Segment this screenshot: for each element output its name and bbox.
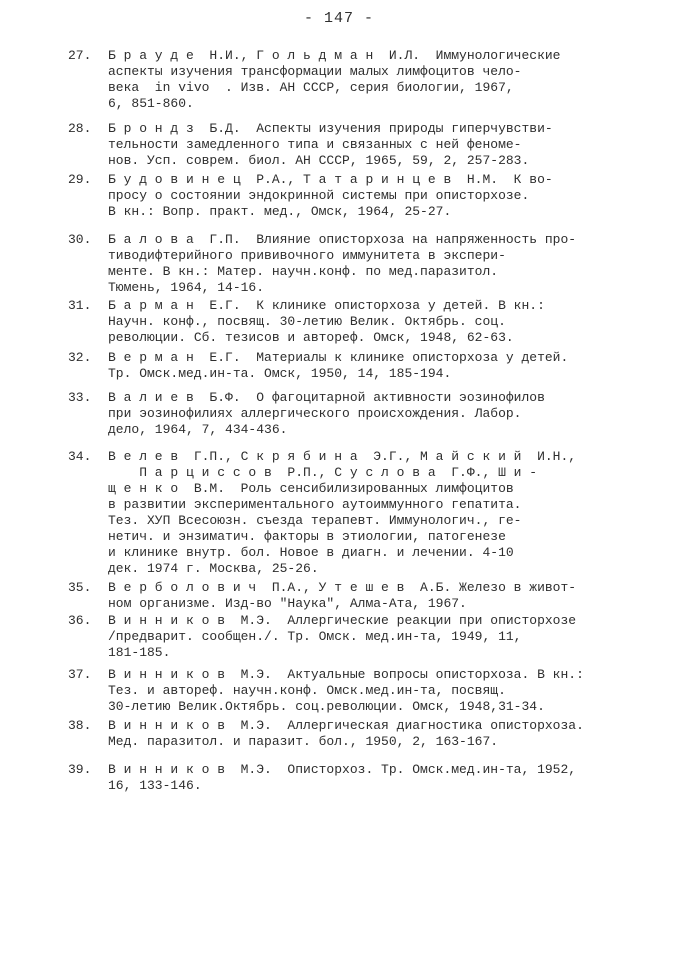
entry-text-line: В е л е в Г.П., С к р я б и н а Э.Г., М а й с к и й И.Н., bbox=[108, 449, 577, 464]
entry-text-line: щ е н к о В.М. Роль сенсибилизированных лимфоцитов bbox=[108, 481, 514, 496]
entry-text-line: и клинике внутр. бол. Новое в диагн. и лечении. 4-10 bbox=[108, 545, 514, 560]
entry-text-line: 181-185. bbox=[108, 645, 171, 660]
bibliography-entry bbox=[0, 613, 678, 661]
entry-number: 34. bbox=[68, 449, 92, 464]
bibliography-entry bbox=[0, 350, 678, 382]
entry-number: 28. bbox=[68, 121, 92, 136]
entry-text-line: Б р а у д е Н.И., Г о л ь д м а н И.Л. Иммунологические bbox=[108, 48, 561, 63]
entry-number: 31. bbox=[68, 298, 92, 313]
entry-number: 37. bbox=[68, 667, 92, 682]
entry-text-line: в развитии экспериментального аутоиммунного гепатита. bbox=[108, 497, 522, 512]
bibliography-entry bbox=[0, 390, 678, 438]
bibliography-entry bbox=[0, 762, 678, 794]
entry-text-line: П а р ц и с с о в Р.П., С у с л о в а Г.Ф., Ш и - bbox=[108, 465, 538, 480]
entry-text-line: века in vivo . Изв. АН СССР, серия биологии, 1967, bbox=[108, 80, 514, 95]
entry-text-line: 16, 133-146. bbox=[108, 778, 202, 793]
entry-text-line: Тр. Омск.мед.ин-та. Омск, 1950, 14, 185-194. bbox=[108, 366, 452, 381]
entry-text-line: /предварит. сообщен./. Тр. Омск. мед.ин-та, 1949, 11, bbox=[108, 629, 522, 644]
entry-text-line: Тюмень, 1964, 14-16. bbox=[108, 280, 265, 295]
entry-text-line: нетич. и энзиматич. факторы в этиологии, патогенезе bbox=[108, 529, 506, 544]
entry-text-line: Тез. и автореф. научн.конф. Омск.мед.ин-та, посвящ. bbox=[108, 683, 506, 698]
entry-number: 30. bbox=[68, 232, 92, 247]
entry-number: 32. bbox=[68, 350, 92, 365]
entry-text-line: Б а л о в а Г.П. Влияние описторхоза на напряженность про- bbox=[108, 232, 577, 247]
entry-text-line: нов. Усп. соврем. биол. АН СССР, 1965, 59, 2, 257-283. bbox=[108, 153, 530, 168]
bibliography-entry bbox=[0, 667, 678, 715]
bibliography-entry bbox=[0, 121, 678, 169]
entry-text-line: революции. Сб. тезисов и автореф. Омск, 1948, 62-63. bbox=[108, 330, 514, 345]
entry-number: 38. bbox=[68, 718, 92, 733]
bibliography-entry bbox=[0, 48, 678, 112]
entry-text-line: Мед. паразитол. и паразит. бол., 1950, 2, 163-167. bbox=[108, 734, 499, 749]
bibliography-entry bbox=[0, 298, 678, 346]
entry-number: 29. bbox=[68, 172, 92, 187]
entry-text-line: 6, 851-860. bbox=[108, 96, 194, 111]
entry-text-line: В а л и е в Б.Ф. О фагоцитарной активности эозинофилов bbox=[108, 390, 545, 405]
bibliography-entry bbox=[0, 232, 678, 296]
bibliography-entry bbox=[0, 580, 678, 612]
entry-text-line: дек. 1974 г. Москва, 25-26. bbox=[108, 561, 319, 576]
bibliography-entry bbox=[0, 172, 678, 220]
entry-text-line: Б р о н д з Б.Д. Аспекты изучения природы гиперчувстви- bbox=[108, 121, 553, 136]
bibliography-entry bbox=[0, 449, 678, 577]
entry-text-line: просу о состоянии эндокринной системы при описторхозе. bbox=[108, 188, 530, 203]
entry-text-line: ном организме. Изд-во "Наука", Алма-Ата, 1967. bbox=[108, 596, 467, 611]
bibliography-entry bbox=[0, 718, 678, 750]
entry-number: 33. bbox=[68, 390, 92, 405]
entry-text-line: Тез. ХУП Всесоюзн. съезда терапевт. Иммунологич., ге- bbox=[108, 513, 522, 528]
entry-text-line: Научн. конф., посвящ. 30-летию Велик. Октябрь. соц. bbox=[108, 314, 506, 329]
entry-text-line: В и н н и к о в М.Э. Аллергические реакции при описторхозе bbox=[108, 613, 577, 628]
entry-text-line: Б а р м а н Е.Г. К клинике описторхоза у детей. В кн.: bbox=[108, 298, 545, 313]
entry-text-line: менте. В кн.: Матер. научн.конф. по мед.паразитол. bbox=[108, 264, 499, 279]
entry-text-line: тиводифтерийного прививочного иммунитета в экспери- bbox=[108, 248, 506, 263]
entry-number: 36. bbox=[68, 613, 92, 628]
entry-number: 27. bbox=[68, 48, 92, 63]
entry-number: 39. bbox=[68, 762, 92, 777]
entry-text-line: Б у д о в и н е ц Р.А., Т а т а р и н ц е в Н.М. К во- bbox=[108, 172, 553, 187]
entry-text-line: В е р б о л о в и ч П.А., У т е ш е в А.Б. Железо в живот- bbox=[108, 580, 577, 595]
entry-text-line: аспекты изучения трансформации малых лимфоцитов чело- bbox=[108, 64, 522, 79]
entry-text-line: 30-летию Велик.Октябрь. соц.революции. Омск, 1948,31-34. bbox=[108, 699, 545, 714]
entry-text-line: В и н н и к о в М.Э. Аллергическая диагностика описторхоза. bbox=[108, 718, 584, 733]
entry-text-line: дело, 1964, 7, 434-436. bbox=[108, 422, 288, 437]
entry-text-line: при эозинофилиях аллергического происхождения. Лабор. bbox=[108, 406, 522, 421]
entry-number: 35. bbox=[68, 580, 92, 595]
entry-text-line: В и н н и к о в М.Э. Описторхоз. Тр. Омск.мед.ин-та, 1952, bbox=[108, 762, 577, 777]
entry-text-line: В и н н и к о в М.Э. Актуальные вопросы описторхоза. В кн.: bbox=[108, 667, 584, 682]
entry-text-line: В кн.: Вопр. практ. мед., Омск, 1964, 25-27. bbox=[108, 204, 452, 219]
entry-text-line: В е р м а н Е.Г. Материалы к клинике описторхоза у детей. bbox=[108, 350, 569, 365]
entry-text-line: тельности замедленного типа и связанных с ней феноме- bbox=[108, 137, 522, 152]
page-number: - 147 - bbox=[303, 10, 374, 27]
